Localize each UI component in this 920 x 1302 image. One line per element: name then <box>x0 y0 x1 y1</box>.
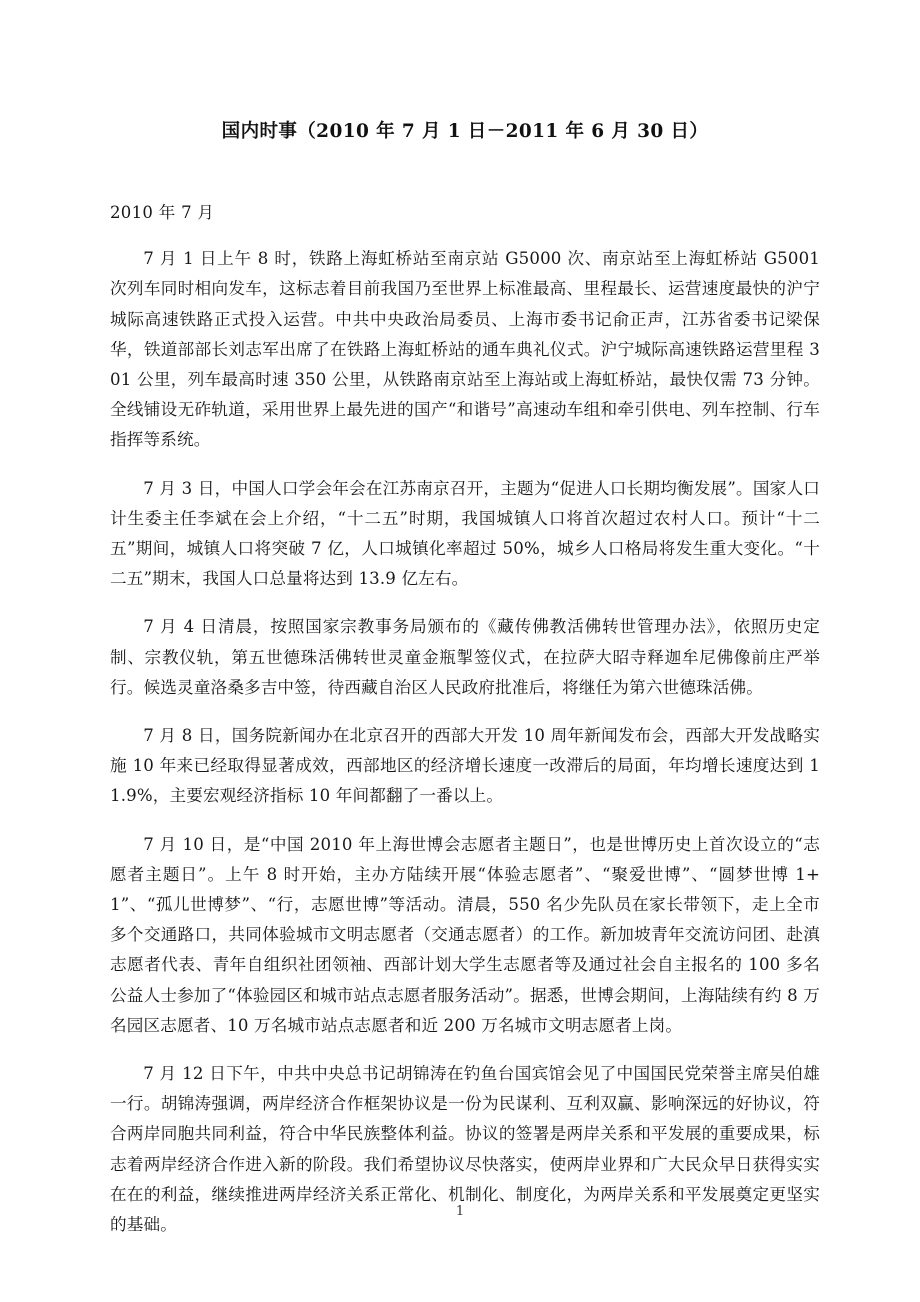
news-paragraph: 7 月 3 日，中国人口学会年会在江苏南京召开，主题为“促进人口长期均衡发展”。国家人口计生委主任李斌在会上介绍，“十二五”时期，我国城镇人口将首次超过农村人口。预计“十二五”期间，城镇人口将突破 7 亿，人口城镇化率超过 50%，城乡人口格局将发生重大变化。“十二五”期末，我国人口总量将达到 13.9 亿左右。 <box>110 478 820 589</box>
news-paragraph: 7 月 10 日，是“中国 2010 年上海世博会志愿者主题日”，也是世博历史上首次设立的“志愿者主题日”。上午 8 时开始，主办方陆续开展“体验志愿者”、“聚爱世博”、“圆梦世博 1+1”、“孤儿世博梦”、“行，志愿世博”等活动。清晨，550 名少先队员在家长带领下，走上全市多个交通路口，共同体验城市文明志愿者（交通志愿者）的工作。新加坡青年交流访问团、赴滇志愿者代表、青年自组织社团领袖、西部计划大学生志愿者等及通过社会自主报名的 100 多名公益人士参加了“体验园区和城市站点志愿者服务活动”。据悉，世博会期间，上海陆续有约 8 万名园区志愿者、10 万名城市站点志愿者和近 200 万名城市文明志愿者上岗。 <box>110 834 820 1035</box>
news-paragraph: 7 月 1 日上午 8 时，铁路上海虹桥站至南京站 G5000 次、南京站至上海虹桥站 G5001 次列车同时相向发车，这标志着目前我国乃至世界上标准最高、里程最长、运营速度最快的沪宁城际高速铁路正式投入运营。中共中央政治局委员、上海市委书记俞正声，江苏省委书记梁保华，铁道部部长刘志军出席了在铁路上海虹桥站的通车典礼仪式。沪宁城际高速铁路运营里程 301 公里，列车最高时速 350 公里，从铁路南京站至上海站或上海虹桥站，最快仅需 73 分钟。全线铺设无砟轨道，采用世界上最先进的国产“和谐号”高速动车组和牵引供电、列车控制、行车指挥等系统。 <box>110 249 820 450</box>
page-title: 国内时事（2010 年 7 月 1 日－2011 年 6 月 30 日） <box>221 121 709 142</box>
news-paragraph: 7 月 8 日，国务院新闻办在北京召开的西部大开发 10 周年新闻发布会，西部大开发战略实施 10 年来已经取得显著成效，西部地区的经济增长速度一改滞后的局面，年均增长速度达到 11.9%，主要宏观经济指标 10 年间都翻了一番以上。 <box>110 725 820 806</box>
news-paragraph: 7 月 12 日下午，中共中央总书记胡锦涛在钓鱼台国宾馆会见了中国国民党荣誉主席吴伯雄一行。胡锦涛强调，两岸经济合作框架协议是一份为民谋利、互利双赢、影响深远的好协议，符合两岸同胞共同利益，符合中华民族整体利益。协议的签署是两岸关系和平发展的重要成果，标志着两岸经济合作进入新的阶段。我们希望协议尽快落实，使两岸业界和广大民众早日获得实实在在的利益，继续推进两岸经济关系正常化、机制化、制度化，为两岸关系和平发展奠定更坚实的基础。 <box>110 1064 820 1235</box>
page-content <box>110 0 820 1240</box>
page-number: 1 <box>455 1204 465 1219</box>
month-heading: 2010 年 7 月 <box>110 202 215 222</box>
news-paragraph: 7 月 4 日清晨，按照国家宗教事务局颁布的《藏传佛教活佛转世管理办法》，依照历史定制、宗教仪轨，第五世德珠活佛转世灵童金瓶掣签仪式，在拉萨大昭寺释迦牟尼佛像前庄严举行。候选灵童洛桑多吉中签，待西藏自治区人民政府批准后，将继任为第六世德珠活佛。 <box>110 617 820 697</box>
